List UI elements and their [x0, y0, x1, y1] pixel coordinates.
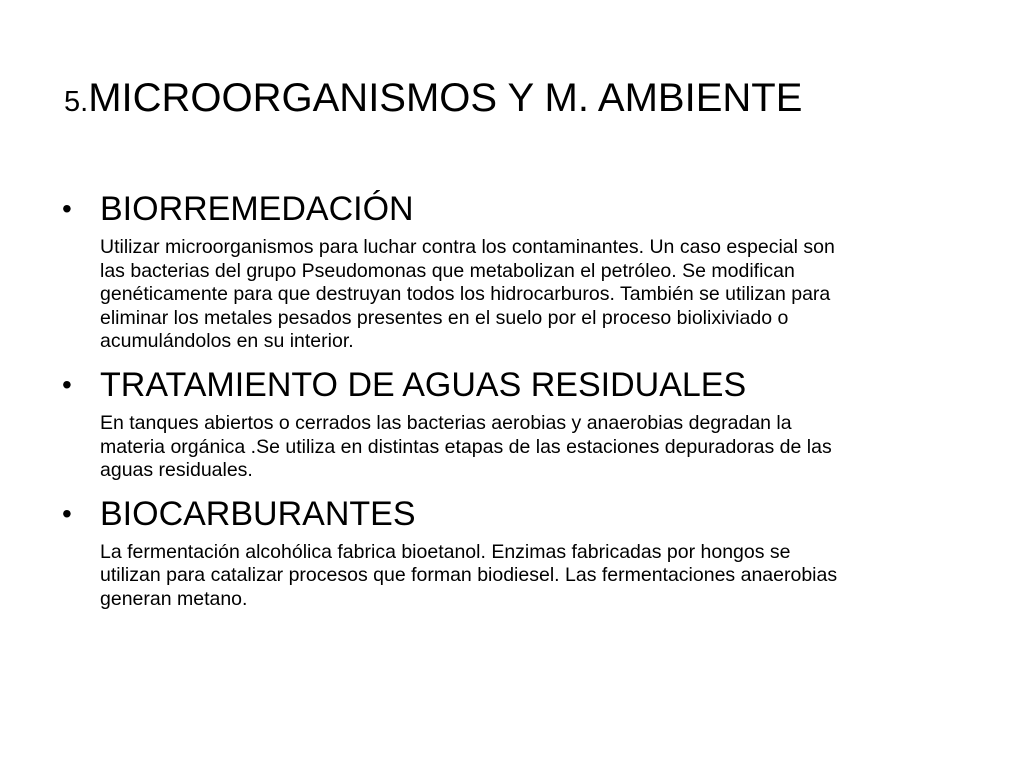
bullet-list	[62, 186, 972, 612]
bullet-item-tratamiento-aguas	[62, 362, 972, 483]
heading-text: BIORREMEDACIÓN	[100, 190, 414, 228]
bullet-icon: •	[62, 193, 72, 224]
description-line: genéticamente para que destruyan todos los hidrocarburos. También se utilizan para	[100, 283, 831, 306]
heading-text: BIOCARBURANTES	[100, 494, 416, 533]
bullet-icon: •	[62, 497, 72, 529]
slide-title	[64, 74, 802, 126]
bullet-item-biorremediacion	[62, 186, 972, 354]
heading-text: TRATAMIENTO DE AGUAS RESIDUALES	[100, 365, 747, 404]
description-line: materia orgánica .Se utiliza en distintas etapas de las estaciones depuradoras de las	[100, 435, 832, 458]
bullet-heading	[62, 186, 972, 232]
description-line: acumulándolos en su interior.	[100, 330, 354, 353]
bullet-description	[100, 412, 972, 483]
bullet-item-biocarburantes	[62, 491, 972, 612]
description-line: En tanques abiertos o cerrados las bacterias aerobias y anaerobias degradan la	[100, 411, 792, 434]
description-line: La fermentación alcohólica fabrica bioetanol. Enzimas fabricadas por hongos se	[100, 540, 791, 563]
description-line: generan metano.	[100, 587, 248, 610]
bullet-description	[100, 541, 972, 612]
description-line: las bacterias del grupo Pseudomonas que metabolizan el petróleo. Se modifican	[100, 259, 795, 282]
description-line: aguas residuales.	[100, 459, 253, 482]
description-line: eliminar los metales pesados presentes en el suelo por el proceso biolixiviado o	[100, 306, 789, 329]
bullet-icon: •	[62, 368, 72, 400]
bullet-heading	[62, 491, 972, 537]
title-number: 5.	[64, 86, 89, 118]
description-line: utilizan para catalizar procesos que forman biodiesel. Las fermentaciones anaerobias	[100, 564, 838, 587]
bullet-description	[100, 236, 972, 354]
title-text: MICROORGANISMOS Y M. AMBIENTE	[88, 76, 803, 120]
description-line: Utilizar microorganismos para luchar contra los contaminantes. Un caso especial son	[100, 236, 835, 258]
bullet-heading	[62, 362, 972, 408]
